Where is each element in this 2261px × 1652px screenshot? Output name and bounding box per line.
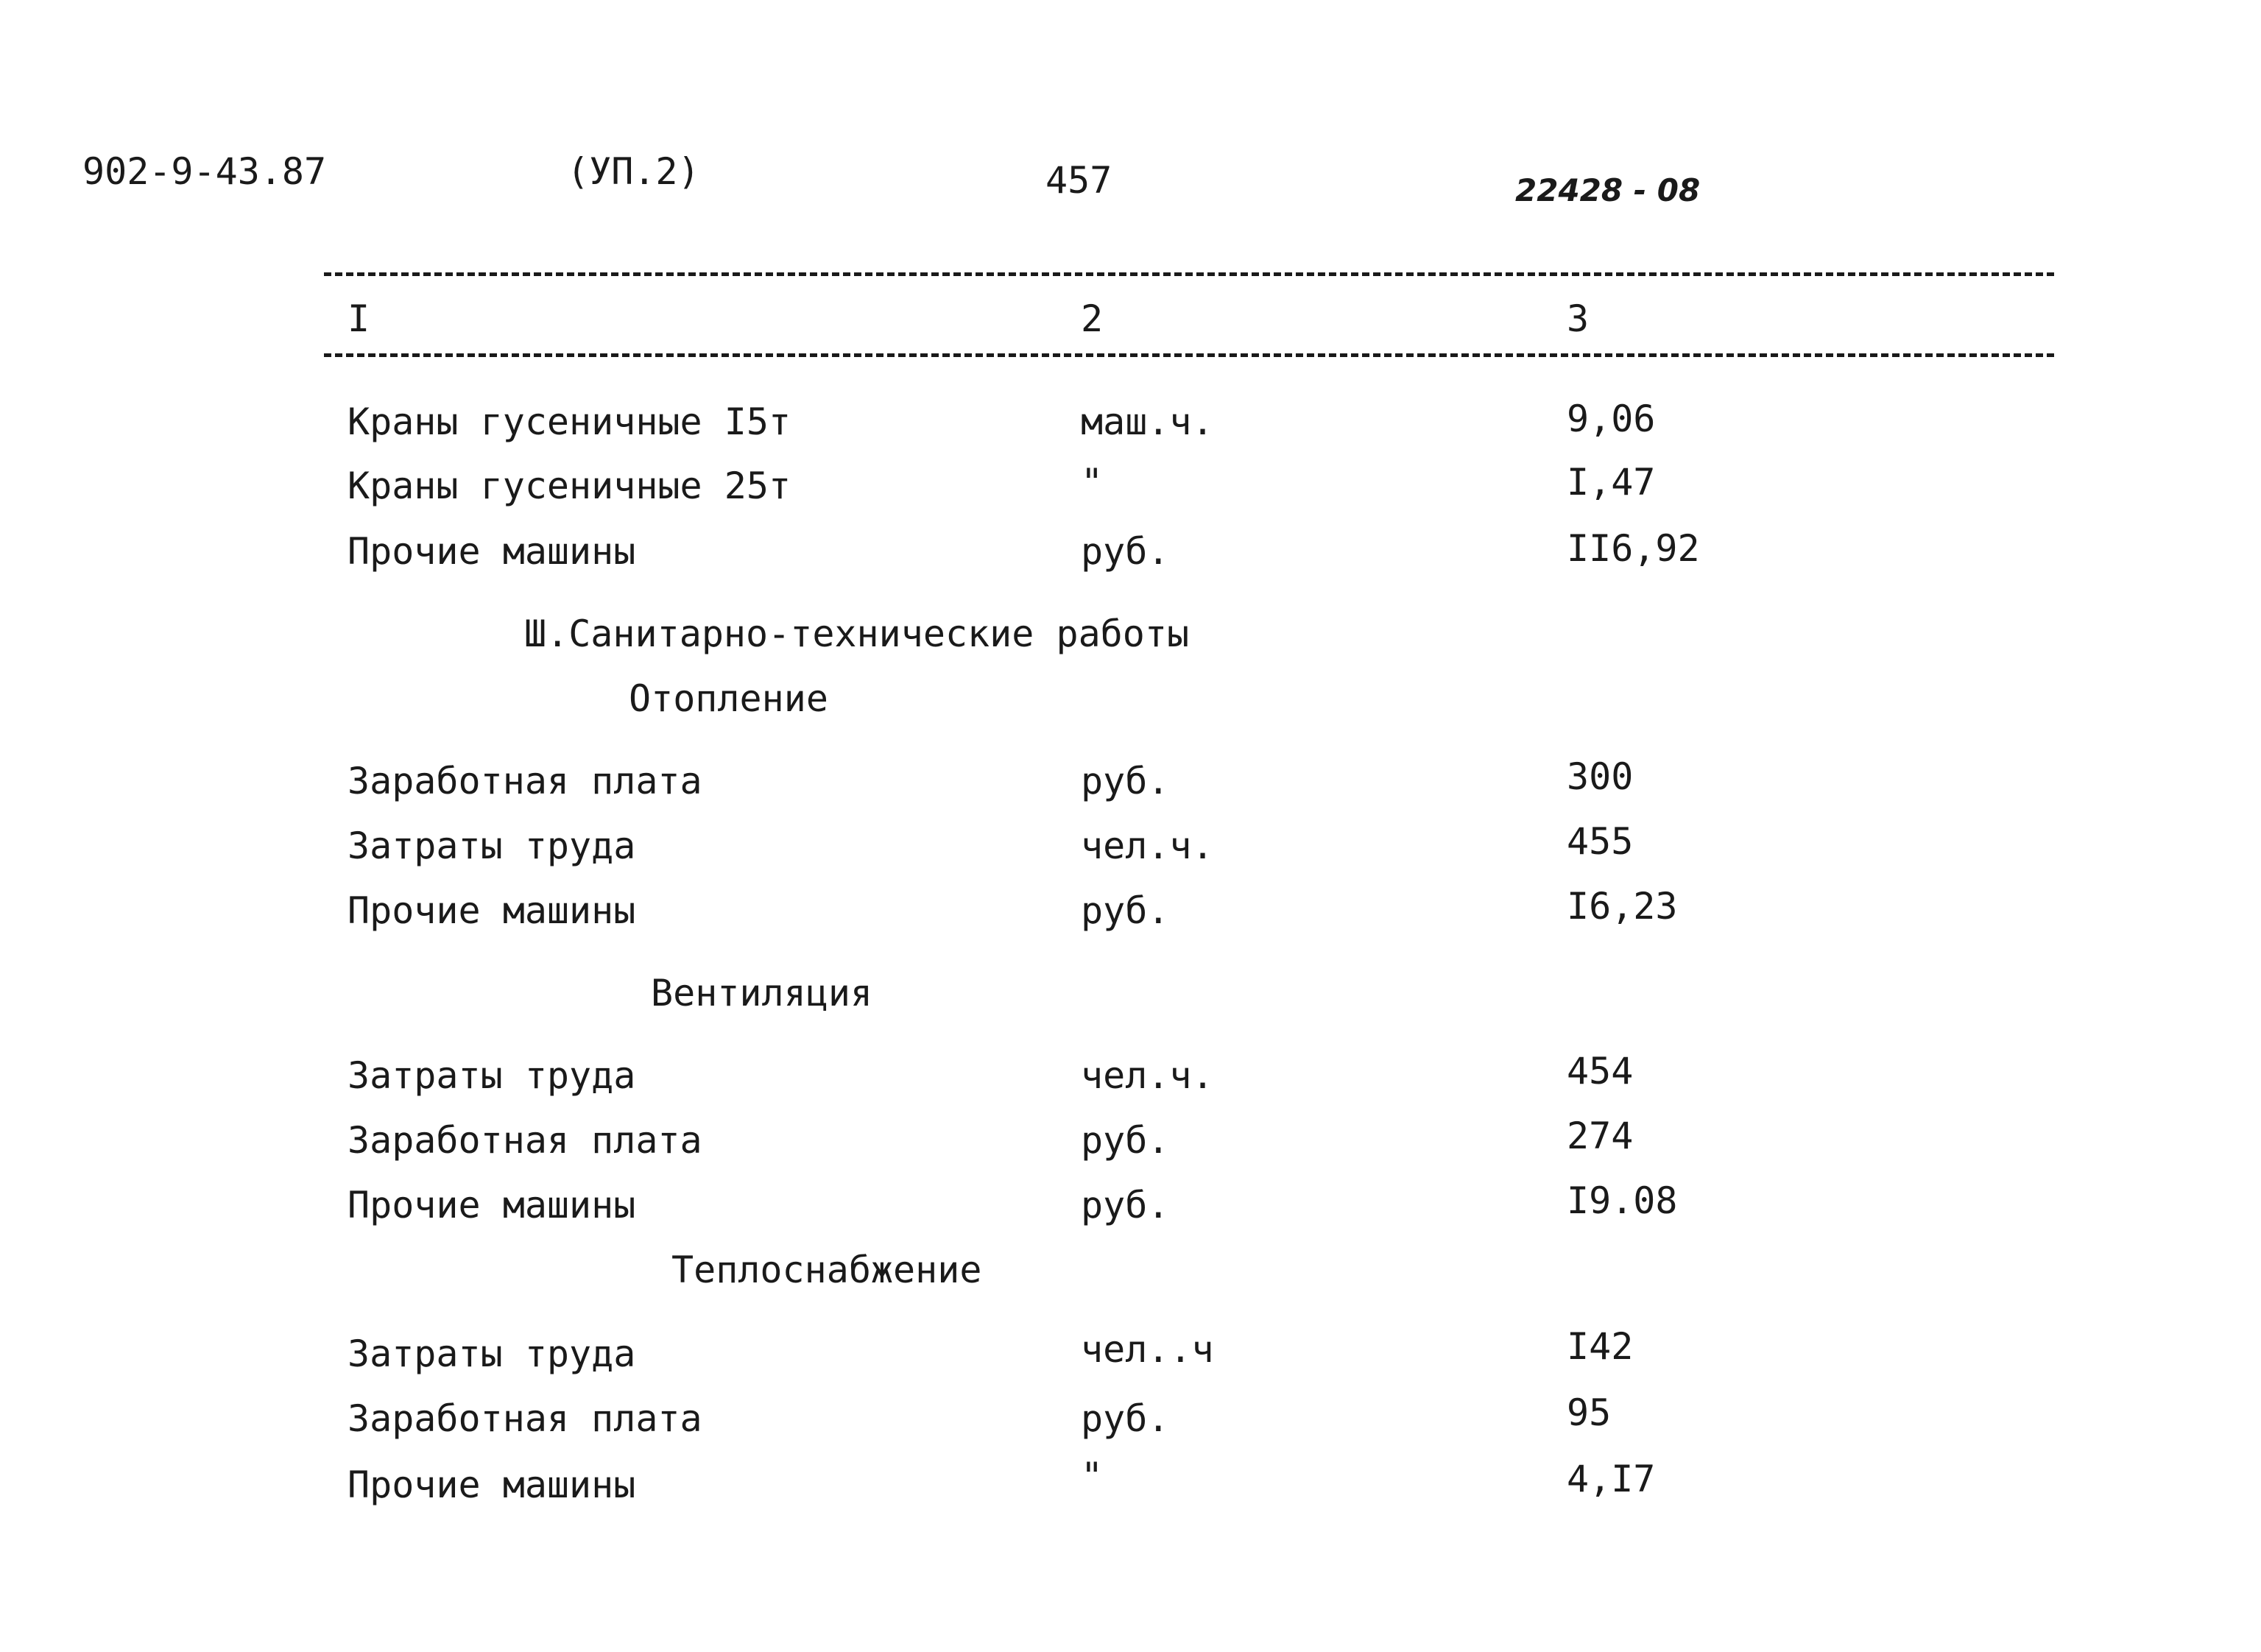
group-title-ventilation: Вентиляция <box>651 972 873 1014</box>
row-unit: чел..ч <box>1081 1328 1214 1371</box>
row-name: Краны гусеничные 25т <box>348 465 791 507</box>
row-name: Прочие машины <box>348 530 636 573</box>
row-value: II6,92 <box>1567 527 1700 570</box>
row-value: 455 <box>1567 820 1634 863</box>
section-title: Ш.Санитарно-технические работы <box>524 613 1190 655</box>
table-top-rule <box>324 272 2054 276</box>
row-unit: руб. <box>1081 1184 1170 1226</box>
row-name: Затраты труда <box>348 825 636 867</box>
row-unit: руб. <box>1081 1119 1170 1162</box>
row-unit: чел.ч. <box>1081 1054 1214 1097</box>
row-name: Затраты труда <box>348 1054 636 1097</box>
row-name: Прочие машины <box>348 1184 636 1226</box>
page-number: 457 <box>1045 159 1112 202</box>
row-unit: " <box>1081 461 1104 504</box>
row-name: Затраты труда <box>348 1332 636 1375</box>
row-name: Заработная плата <box>348 1397 702 1440</box>
row-value: I6,23 <box>1567 885 1678 928</box>
row-value: 454 <box>1567 1050 1634 1092</box>
row-unit: чел.ч. <box>1081 825 1214 867</box>
row-unit: руб. <box>1081 889 1170 932</box>
row-value: I,47 <box>1567 461 1656 504</box>
group-title-heat-supply: Теплоснабжение <box>671 1249 982 1291</box>
row-unit: " <box>1081 1455 1104 1497</box>
row-name: Заработная плата <box>348 760 702 802</box>
album-label: (УП.2) <box>567 150 700 193</box>
row-name: Краны гусеничные I5т <box>348 400 791 443</box>
row-value: 95 <box>1567 1391 1612 1434</box>
row-value: I9.08 <box>1567 1179 1678 1222</box>
column-header-3: 3 <box>1567 297 1590 340</box>
row-unit: руб. <box>1081 1397 1170 1440</box>
row-name: Прочие машины <box>348 889 636 932</box>
document-code: 902-9-43.87 <box>82 150 327 193</box>
row-value: 300 <box>1567 755 1634 798</box>
column-header-1: I <box>348 297 370 340</box>
row-name: Прочие машины <box>348 1464 636 1506</box>
column-header-2: 2 <box>1081 297 1104 340</box>
row-unit: руб. <box>1081 530 1170 573</box>
table-header-rule <box>324 353 2054 357</box>
row-unit: маш.ч. <box>1081 400 1214 443</box>
row-name: Заработная плата <box>348 1119 702 1162</box>
row-value: 274 <box>1567 1115 1634 1157</box>
row-value: I42 <box>1567 1325 1634 1368</box>
row-value: 9,06 <box>1567 398 1656 440</box>
row-unit: руб. <box>1081 760 1170 802</box>
handwritten-stamp: 22428 - 08 <box>1515 172 1701 208</box>
group-title-heating: Отопление <box>629 677 828 720</box>
row-value: 4,I7 <box>1567 1458 1656 1500</box>
